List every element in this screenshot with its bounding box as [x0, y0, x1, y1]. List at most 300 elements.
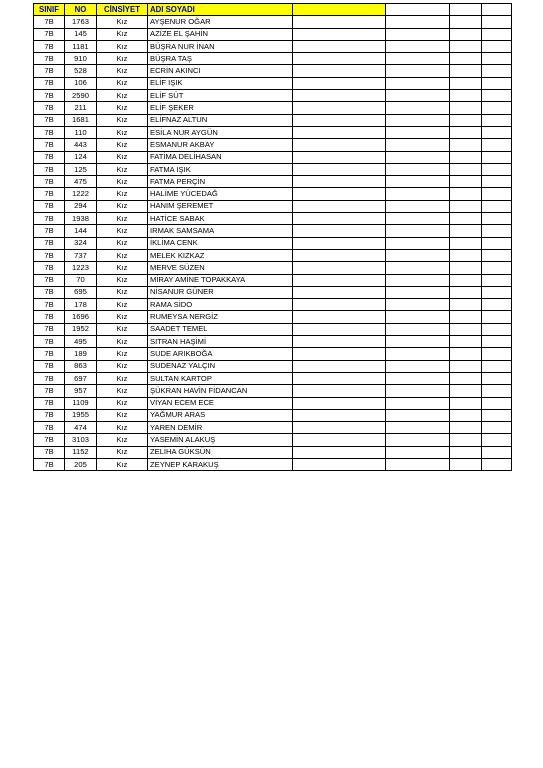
empty-cell	[482, 188, 512, 200]
empty-cell	[293, 397, 386, 409]
cell-full-name: MERVE SÜZEN	[148, 262, 293, 274]
cell-full-name: ŞÜKRAN HAVİN FİDANCAN	[148, 385, 293, 397]
cell-class: 7B	[34, 16, 65, 28]
empty-cell	[293, 336, 386, 348]
empty-cell	[293, 40, 386, 52]
cell-full-name: MİRAY AMİNE TOPAKKAYA	[148, 274, 293, 286]
cell-gender: Kız	[97, 262, 148, 274]
empty-cell	[386, 16, 450, 28]
empty-cell	[386, 286, 450, 298]
cell-number: 528	[65, 65, 97, 77]
cell-class: 7B	[34, 336, 65, 348]
empty-cell	[386, 139, 450, 151]
cell-class: 7B	[34, 163, 65, 175]
cell-class: 7B	[34, 348, 65, 360]
empty-cell	[482, 274, 512, 286]
cell-number: 957	[65, 385, 97, 397]
table-row	[34, 286, 512, 298]
cell-number: 2590	[65, 90, 97, 102]
cell-class: 7B	[34, 200, 65, 212]
empty-cell	[450, 65, 482, 77]
empty-cell	[386, 372, 450, 384]
cell-full-name: AYŞENUR OĞAR	[148, 16, 293, 28]
cell-class: 7B	[34, 40, 65, 52]
table-row	[34, 249, 512, 261]
empty-cell	[386, 90, 450, 102]
empty-cell	[386, 151, 450, 163]
cell-full-name: ZELİHA GÜKSÜN	[148, 446, 293, 458]
empty-cell	[386, 311, 450, 323]
empty-cell	[386, 336, 450, 348]
empty-cell	[450, 262, 482, 274]
empty-cell	[293, 139, 386, 151]
empty-cell	[293, 90, 386, 102]
header-gender: CİNSİYET	[97, 4, 148, 16]
header-number: NO	[65, 4, 97, 16]
cell-gender: Kız	[97, 139, 148, 151]
cell-full-name: BÜŞRA NUR İNAN	[148, 40, 293, 52]
table-row	[34, 176, 512, 188]
cell-full-name: ESİLA NUR AYGÜN	[148, 126, 293, 138]
cell-number: 324	[65, 237, 97, 249]
empty-cell	[293, 188, 386, 200]
empty-cell	[386, 176, 450, 188]
cell-gender: Kız	[97, 397, 148, 409]
empty-cell	[386, 274, 450, 286]
cell-full-name: SULTAN KARTOP	[148, 372, 293, 384]
table-row	[34, 434, 512, 446]
cell-full-name: SAADET TEMEL	[148, 323, 293, 335]
empty-cell	[386, 102, 450, 114]
empty-cell	[386, 434, 450, 446]
cell-class: 7B	[34, 53, 65, 65]
cell-number: 697	[65, 372, 97, 384]
empty-cell	[293, 311, 386, 323]
table-row	[34, 336, 512, 348]
cell-full-name: SUDENAZ YALÇIN	[148, 360, 293, 372]
student-list-table	[33, 3, 512, 471]
cell-number: 695	[65, 286, 97, 298]
empty-cell	[293, 372, 386, 384]
cell-gender: Kız	[97, 336, 148, 348]
empty-cell	[482, 397, 512, 409]
empty-cell	[450, 200, 482, 212]
empty-cell	[482, 323, 512, 335]
empty-cell	[293, 360, 386, 372]
empty-cell	[482, 348, 512, 360]
table-row	[34, 225, 512, 237]
cell-gender: Kız	[97, 348, 148, 360]
cell-full-name: İKLİMA CENK	[148, 237, 293, 249]
empty-cell	[386, 397, 450, 409]
empty-cell	[450, 53, 482, 65]
empty-cell	[450, 225, 482, 237]
cell-gender: Kız	[97, 40, 148, 52]
empty-cell	[450, 114, 482, 126]
cell-number: 1952	[65, 323, 97, 335]
table-row	[34, 188, 512, 200]
table-row	[34, 90, 512, 102]
cell-full-name: ELİFNAZ ALTUN	[148, 114, 293, 126]
empty-cell	[293, 237, 386, 249]
empty-cell	[293, 114, 386, 126]
cell-class: 7B	[34, 409, 65, 421]
cell-number: 3103	[65, 434, 97, 446]
table-row	[34, 28, 512, 40]
empty-cell	[386, 225, 450, 237]
empty-cell	[482, 299, 512, 311]
empty-cell	[482, 102, 512, 114]
empty-cell	[293, 151, 386, 163]
empty-cell	[482, 151, 512, 163]
empty-cell	[450, 286, 482, 298]
cell-class: 7B	[34, 262, 65, 274]
cell-gender: Kız	[97, 213, 148, 225]
cell-full-name: FATMA PERÇİN	[148, 176, 293, 188]
table-row	[34, 372, 512, 384]
empty-cell	[450, 102, 482, 114]
cell-full-name: IRMAK SAMSAMA	[148, 225, 293, 237]
table-body	[34, 16, 512, 471]
empty-cell	[293, 323, 386, 335]
empty-cell	[482, 126, 512, 138]
empty-cell	[293, 16, 386, 28]
empty-cell	[482, 139, 512, 151]
cell-full-name: ESMANUR AKBAY	[148, 139, 293, 151]
empty-cell	[293, 446, 386, 458]
empty-cell	[293, 262, 386, 274]
empty-cell	[450, 274, 482, 286]
empty-cell	[482, 176, 512, 188]
empty-cell	[293, 409, 386, 421]
empty-cell	[386, 446, 450, 458]
cell-gender: Kız	[97, 385, 148, 397]
empty-cell	[482, 385, 512, 397]
empty-cell	[386, 28, 450, 40]
empty-cell	[450, 348, 482, 360]
table-row	[34, 360, 512, 372]
empty-cell	[450, 139, 482, 151]
empty-cell	[482, 237, 512, 249]
cell-gender: Kız	[97, 225, 148, 237]
empty-cell	[450, 336, 482, 348]
empty-cell	[293, 53, 386, 65]
empty-cell	[293, 286, 386, 298]
table-row	[34, 126, 512, 138]
header-blank-highlighted	[293, 4, 386, 16]
cell-class: 7B	[34, 65, 65, 77]
empty-cell	[386, 458, 450, 470]
empty-cell	[293, 77, 386, 89]
cell-full-name: ZEYNEP KARAKUŞ	[148, 458, 293, 470]
empty-cell	[482, 163, 512, 175]
cell-class: 7B	[34, 114, 65, 126]
table-row	[34, 200, 512, 212]
empty-cell	[482, 262, 512, 274]
empty-cell	[386, 126, 450, 138]
empty-cell	[450, 323, 482, 335]
empty-cell	[386, 323, 450, 335]
cell-number: 145	[65, 28, 97, 40]
cell-number: 910	[65, 53, 97, 65]
cell-class: 7B	[34, 90, 65, 102]
table-row	[34, 311, 512, 323]
cell-gender: Kız	[97, 434, 148, 446]
cell-number: 443	[65, 139, 97, 151]
cell-class: 7B	[34, 323, 65, 335]
table-row	[34, 422, 512, 434]
empty-cell	[450, 372, 482, 384]
cell-number: 1222	[65, 188, 97, 200]
table-row	[34, 262, 512, 274]
cell-full-name: FATMA IŞIK	[148, 163, 293, 175]
cell-full-name: SUDE ARIKBOĞA	[148, 348, 293, 360]
cell-number: 178	[65, 299, 97, 311]
cell-number: 863	[65, 360, 97, 372]
empty-cell	[482, 409, 512, 421]
cell-number: 124	[65, 151, 97, 163]
cell-number: 125	[65, 163, 97, 175]
cell-class: 7B	[34, 458, 65, 470]
empty-cell	[450, 77, 482, 89]
cell-full-name: YAĞMUR ARAS	[148, 409, 293, 421]
header-blank-3	[482, 4, 512, 16]
cell-full-name: HANIM ŞEREMET	[148, 200, 293, 212]
empty-cell	[293, 102, 386, 114]
cell-number: 205	[65, 458, 97, 470]
table-row	[34, 151, 512, 163]
cell-number: 1696	[65, 311, 97, 323]
cell-class: 7B	[34, 446, 65, 458]
cell-number: 495	[65, 336, 97, 348]
cell-gender: Kız	[97, 53, 148, 65]
empty-cell	[293, 348, 386, 360]
empty-cell	[386, 200, 450, 212]
empty-cell	[293, 200, 386, 212]
cell-gender: Kız	[97, 299, 148, 311]
empty-cell	[482, 213, 512, 225]
empty-cell	[450, 151, 482, 163]
empty-cell	[450, 458, 482, 470]
empty-cell	[293, 458, 386, 470]
cell-gender: Kız	[97, 77, 148, 89]
empty-cell	[482, 53, 512, 65]
empty-cell	[293, 65, 386, 77]
cell-class: 7B	[34, 28, 65, 40]
empty-cell	[450, 163, 482, 175]
cell-number: 474	[65, 422, 97, 434]
cell-gender: Kız	[97, 16, 148, 28]
empty-cell	[482, 28, 512, 40]
cell-full-name: AZİZE EL ŞAHİN	[148, 28, 293, 40]
empty-cell	[450, 16, 482, 28]
cell-class: 7B	[34, 188, 65, 200]
cell-number: 294	[65, 200, 97, 212]
cell-class: 7B	[34, 139, 65, 151]
empty-cell	[450, 213, 482, 225]
empty-cell	[482, 336, 512, 348]
cell-gender: Kız	[97, 65, 148, 77]
empty-cell	[386, 163, 450, 175]
cell-full-name: NİSANUR GÜNER	[148, 286, 293, 298]
cell-number: 144	[65, 225, 97, 237]
empty-cell	[450, 446, 482, 458]
empty-cell	[450, 422, 482, 434]
table-row	[34, 299, 512, 311]
cell-full-name: BÜŞRA TAŞ	[148, 53, 293, 65]
empty-cell	[293, 126, 386, 138]
table-row	[34, 385, 512, 397]
table-row	[34, 65, 512, 77]
empty-cell	[293, 28, 386, 40]
cell-gender: Kız	[97, 102, 148, 114]
cell-full-name: SITRAN HAŞİMİ	[148, 336, 293, 348]
empty-cell	[386, 114, 450, 126]
cell-number: 1181	[65, 40, 97, 52]
cell-gender: Kız	[97, 409, 148, 421]
empty-cell	[482, 40, 512, 52]
cell-gender: Kız	[97, 237, 148, 249]
cell-number: 1763	[65, 16, 97, 28]
cell-full-name: RAMA SİDO	[148, 299, 293, 311]
cell-full-name: HATİCE SABAK	[148, 213, 293, 225]
cell-number: 106	[65, 77, 97, 89]
cell-number: 1955	[65, 409, 97, 421]
table-row	[34, 446, 512, 458]
empty-cell	[386, 40, 450, 52]
table-row	[34, 237, 512, 249]
empty-cell	[293, 225, 386, 237]
cell-class: 7B	[34, 249, 65, 261]
header-blank-2	[450, 4, 482, 16]
empty-cell	[482, 372, 512, 384]
empty-cell	[482, 225, 512, 237]
table-row	[34, 274, 512, 286]
cell-class: 7B	[34, 274, 65, 286]
empty-cell	[482, 65, 512, 77]
cell-gender: Kız	[97, 458, 148, 470]
cell-gender: Kız	[97, 311, 148, 323]
empty-cell	[293, 213, 386, 225]
cell-class: 7B	[34, 77, 65, 89]
header-class: SINIF	[34, 4, 65, 16]
empty-cell	[482, 114, 512, 126]
empty-cell	[293, 434, 386, 446]
empty-cell	[450, 249, 482, 261]
table-row	[34, 40, 512, 52]
cell-full-name: YASEMİN ALAKUŞ	[148, 434, 293, 446]
cell-class: 7B	[34, 397, 65, 409]
empty-cell	[386, 422, 450, 434]
cell-gender: Kız	[97, 114, 148, 126]
table-row	[34, 323, 512, 335]
empty-cell	[450, 409, 482, 421]
cell-gender: Kız	[97, 90, 148, 102]
cell-full-name: ELİF SÜT	[148, 90, 293, 102]
table-row	[34, 53, 512, 65]
cell-number: 1109	[65, 397, 97, 409]
cell-number: 1938	[65, 213, 97, 225]
cell-gender: Kız	[97, 200, 148, 212]
empty-cell	[450, 397, 482, 409]
empty-cell	[482, 360, 512, 372]
table-row	[34, 77, 512, 89]
cell-full-name: ECRİN AKINCI	[148, 65, 293, 77]
cell-class: 7B	[34, 434, 65, 446]
cell-gender: Kız	[97, 422, 148, 434]
cell-class: 7B	[34, 102, 65, 114]
cell-number: 1223	[65, 262, 97, 274]
cell-full-name: FATİMA DELİHASAN	[148, 151, 293, 163]
table-row	[34, 213, 512, 225]
empty-cell	[450, 188, 482, 200]
cell-gender: Kız	[97, 372, 148, 384]
cell-gender: Kız	[97, 176, 148, 188]
cell-gender: Kız	[97, 249, 148, 261]
empty-cell	[386, 348, 450, 360]
empty-cell	[293, 163, 386, 175]
empty-cell	[482, 286, 512, 298]
cell-gender: Kız	[97, 360, 148, 372]
cell-full-name: ELİF ŞEKER	[148, 102, 293, 114]
cell-full-name: HALİME YÜCEDAĞ	[148, 188, 293, 200]
empty-cell	[482, 446, 512, 458]
table-row	[34, 458, 512, 470]
empty-cell	[482, 458, 512, 470]
cell-number: 70	[65, 274, 97, 286]
empty-cell	[450, 28, 482, 40]
empty-cell	[450, 311, 482, 323]
cell-number: 189	[65, 348, 97, 360]
cell-gender: Kız	[97, 163, 148, 175]
cell-class: 7B	[34, 126, 65, 138]
cell-gender: Kız	[97, 446, 148, 458]
empty-cell	[482, 249, 512, 261]
empty-cell	[386, 299, 450, 311]
table-row	[34, 348, 512, 360]
cell-full-name: MELEK KIZKAZ	[148, 249, 293, 261]
empty-cell	[293, 176, 386, 188]
empty-cell	[386, 409, 450, 421]
cell-class: 7B	[34, 360, 65, 372]
cell-number: 110	[65, 126, 97, 138]
empty-cell	[482, 311, 512, 323]
empty-cell	[450, 237, 482, 249]
cell-number: 737	[65, 249, 97, 261]
empty-cell	[450, 40, 482, 52]
empty-cell	[386, 65, 450, 77]
cell-number: 211	[65, 102, 97, 114]
header-row	[34, 4, 512, 16]
empty-cell	[386, 360, 450, 372]
cell-full-name: RUMEYSA NERGİZ	[148, 311, 293, 323]
cell-number: 1152	[65, 446, 97, 458]
table-row	[34, 163, 512, 175]
empty-cell	[450, 299, 482, 311]
cell-class: 7B	[34, 237, 65, 249]
cell-number: 1681	[65, 114, 97, 126]
empty-cell	[386, 213, 450, 225]
empty-cell	[293, 274, 386, 286]
header-blank-1	[386, 4, 450, 16]
empty-cell	[386, 249, 450, 261]
cell-gender: Kız	[97, 126, 148, 138]
empty-cell	[386, 262, 450, 274]
empty-cell	[482, 422, 512, 434]
table-row	[34, 114, 512, 126]
empty-cell	[386, 188, 450, 200]
empty-cell	[482, 77, 512, 89]
